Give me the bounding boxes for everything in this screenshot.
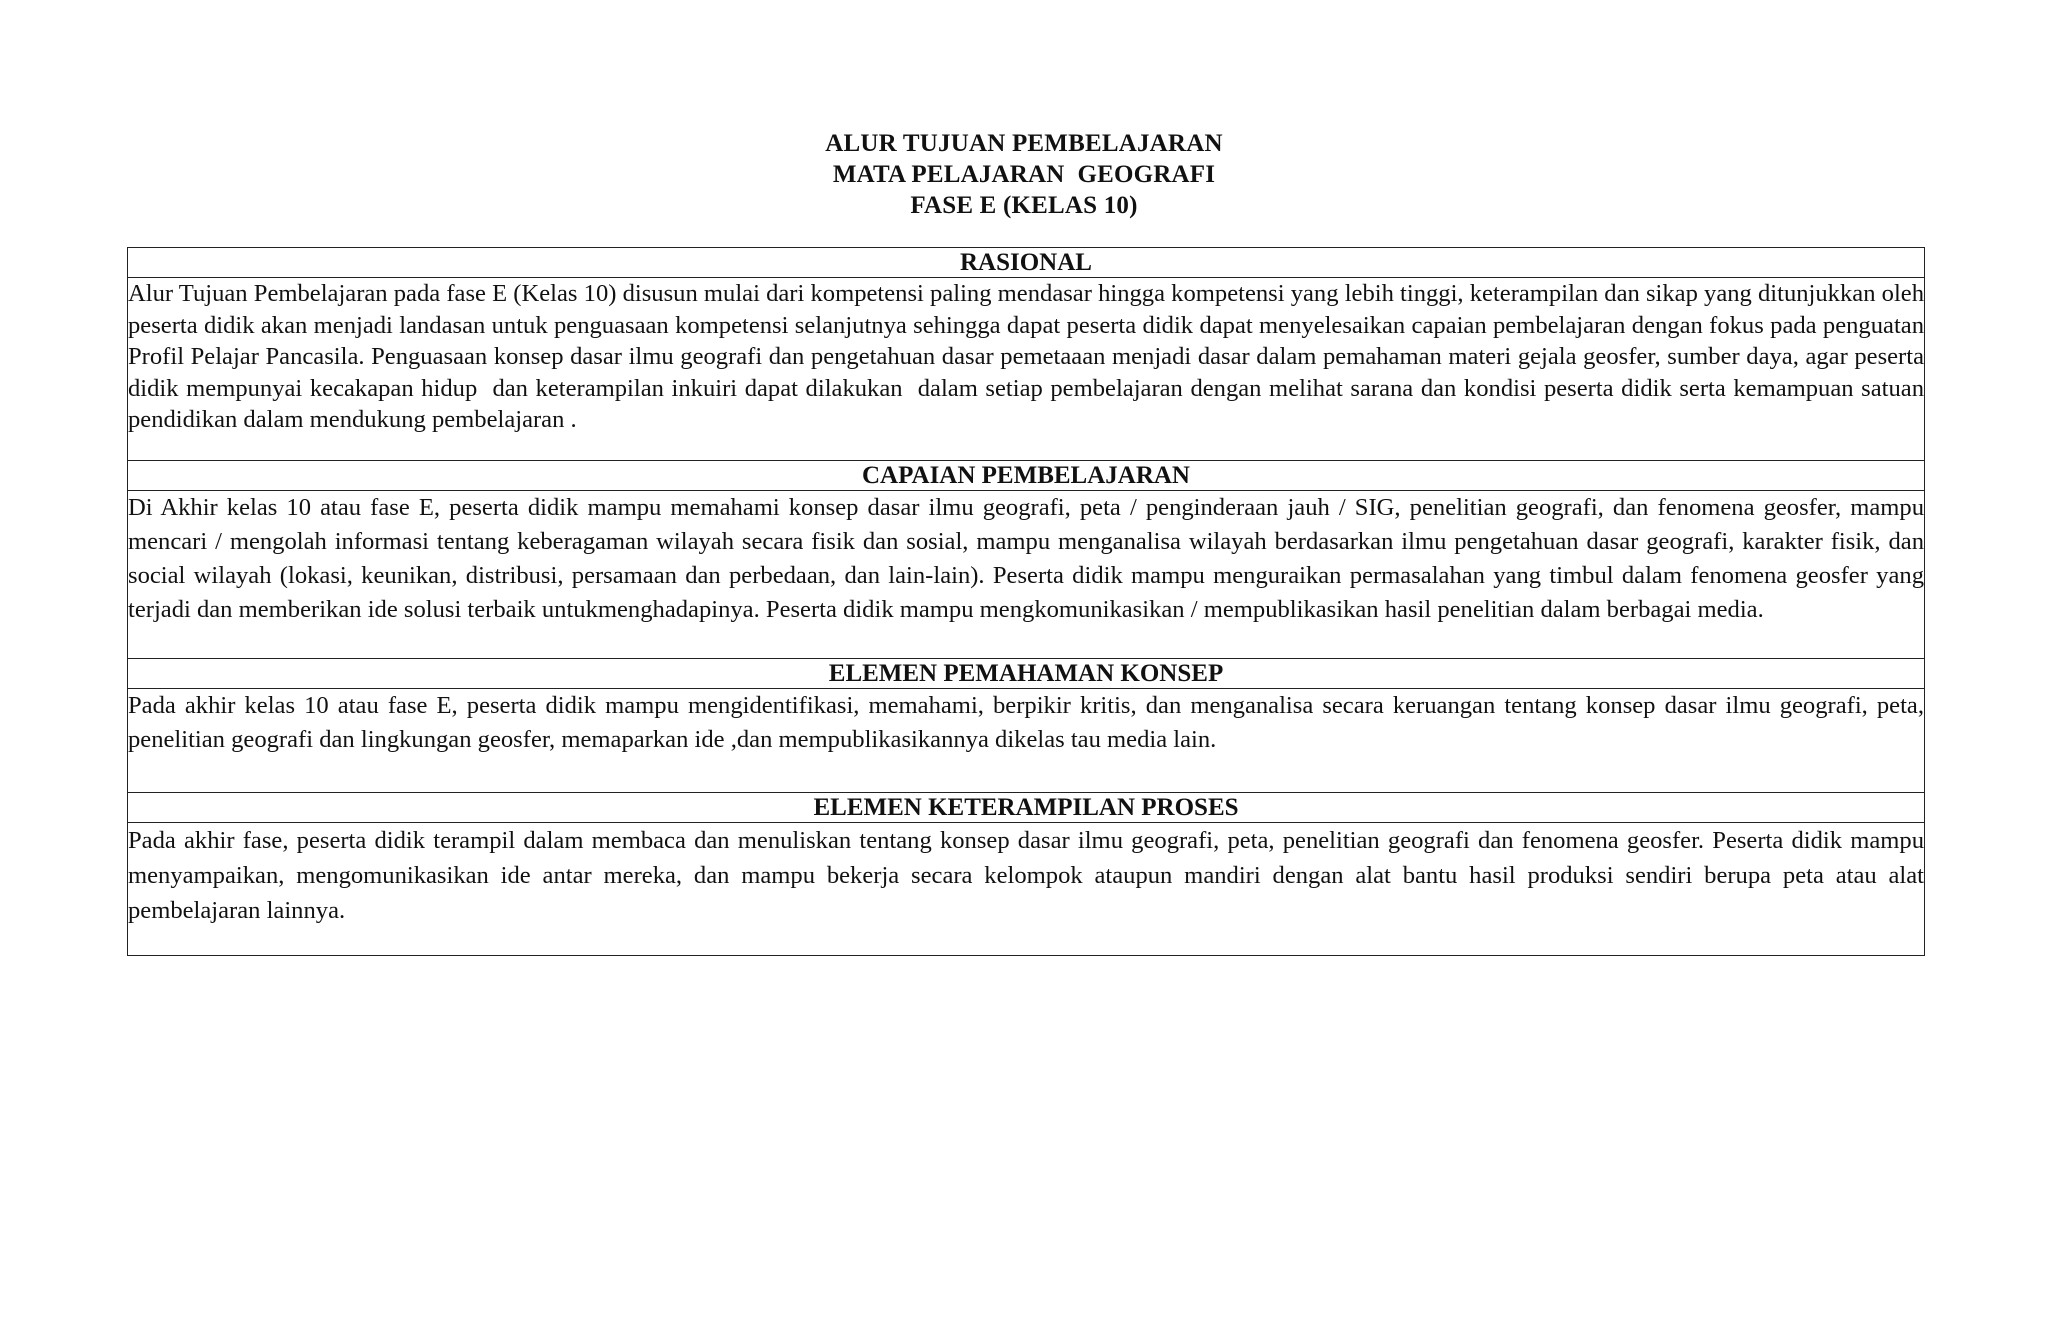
subject-title: MATA PELAJARAN GEOGRAFI	[832, 161, 1216, 188]
section-heading-row	[128, 659, 1925, 689]
section-heading-keterampilan-proses: ELEMEN KETERAMPILAN PROSES	[128, 793, 1925, 823]
section-heading-row	[128, 248, 1925, 278]
section-heading-row	[128, 793, 1925, 823]
document-title-block	[0, 128, 2048, 221]
section-heading-row	[128, 461, 1925, 491]
section-body-row	[128, 689, 1925, 793]
section-heading-rasional: RASIONAL	[128, 248, 1925, 278]
section-text-rasional: Alur Tujuan Pembelajaran pada fase E (Kelas 10) disusun mulai dari kompetensi paling mendasar hingga kompetensi yang lebih tinggi, keterampilan dan sikap yang ditunjukkan oleh peserta didik akan menjadi landasan untuk penguasaan kompetensi selanjutnya sehingga dapat peserta didik dapat menyelesaikan capaian pembelajaran dengan fokus pada penguatan Profil Pelajar Pancasila. Penguasaan konsep dasar ilmu geografi dan pengetahuan dasar pemetaaan menjadi dasar dalam pemahaman materi gejala geosfer, sumber daya, agar peserta didik mempunyai kecakapan hidup dan keterampilan inkuiri dapat dilakukan dalam setiap pembelajaran dengan melihat sarana dan kondisi peserta didik serta kemampuan satuan pendidikan dalam mendukung pembelajaran .	[128, 280, 1931, 433]
section-body-row	[128, 278, 1925, 461]
document-title: ALUR TUJUAN PEMBELAJARAN	[825, 130, 1223, 157]
section-body-rasional	[128, 278, 1931, 461]
phase-title: FASE E (KELAS 10)	[910, 192, 1138, 219]
section-heading-pemahaman-konsep: ELEMEN PEMAHAMAN KONSEP	[128, 659, 1925, 689]
section-body-capaian	[128, 491, 1931, 659]
section-text-pemahaman-konsep: Pada akhir kelas 10 atau fase E, peserta didik mampu mengidentifikasi, memahami, berpikir kritis, dan menganalisa secara keruangan tentang konsep dasar ilmu geografi, peta, penelitian geografi dan lingkungan geosfer, memaparkan ide ,dan mempublikasikannya dikelas tau media lain.	[128, 692, 1931, 753]
section-body-pemahaman-konsep	[128, 689, 1931, 793]
section-body-keterampilan-proses	[128, 823, 1931, 956]
section-body-row	[128, 823, 1925, 956]
section-heading-capaian: CAPAIAN PEMBELAJARAN	[128, 461, 1925, 491]
learning-objectives-table	[127, 247, 1931, 956]
section-body-row	[128, 491, 1925, 659]
section-text-capaian: Di Akhir kelas 10 atau fase E, peserta didik mampu memahami konsep dasar ilmu geografi, peta / penginderaan jauh / SIG, penelitian geografi, dan fenomena geosfer, mampu mencari / mengolah informasi tentang keberagaman wilayah secara fisik dan sosial, mampu menganalisa wilayah berdasarkan ilmu pengetahuan dasar geografi, karakter fisik, dan social wilayah (lokasi, keunikan, distribusi, persamaan dan perbedaan, dan lain-lain). Peserta didik mampu menguraikan permasalahan yang timbul dalam fenomena geosfer yang terjadi dan memberikan ide solusi terbaik untukmenghadapinya. Peserta didik mampu mengkomunikasikan / mempublikasikan hasil penelitian dalam berbagai media.	[128, 494, 1931, 623]
section-text-keterampilan-proses: Pada akhir fase, peserta didik terampil dalam membaca dan menuliskan tentang konsep dasar ilmu geografi, peta, penelitian geografi dan fenomena geosfer. Peserta didik mampu menyampaikan, mengomunikasikan ide antar mereka, dan mampu bekerja secara kelompok ataupun mandiri dengan alat bantu hasil produksi sendiri berupa peta atau alat pembelajaran lainnya.	[128, 827, 1931, 924]
